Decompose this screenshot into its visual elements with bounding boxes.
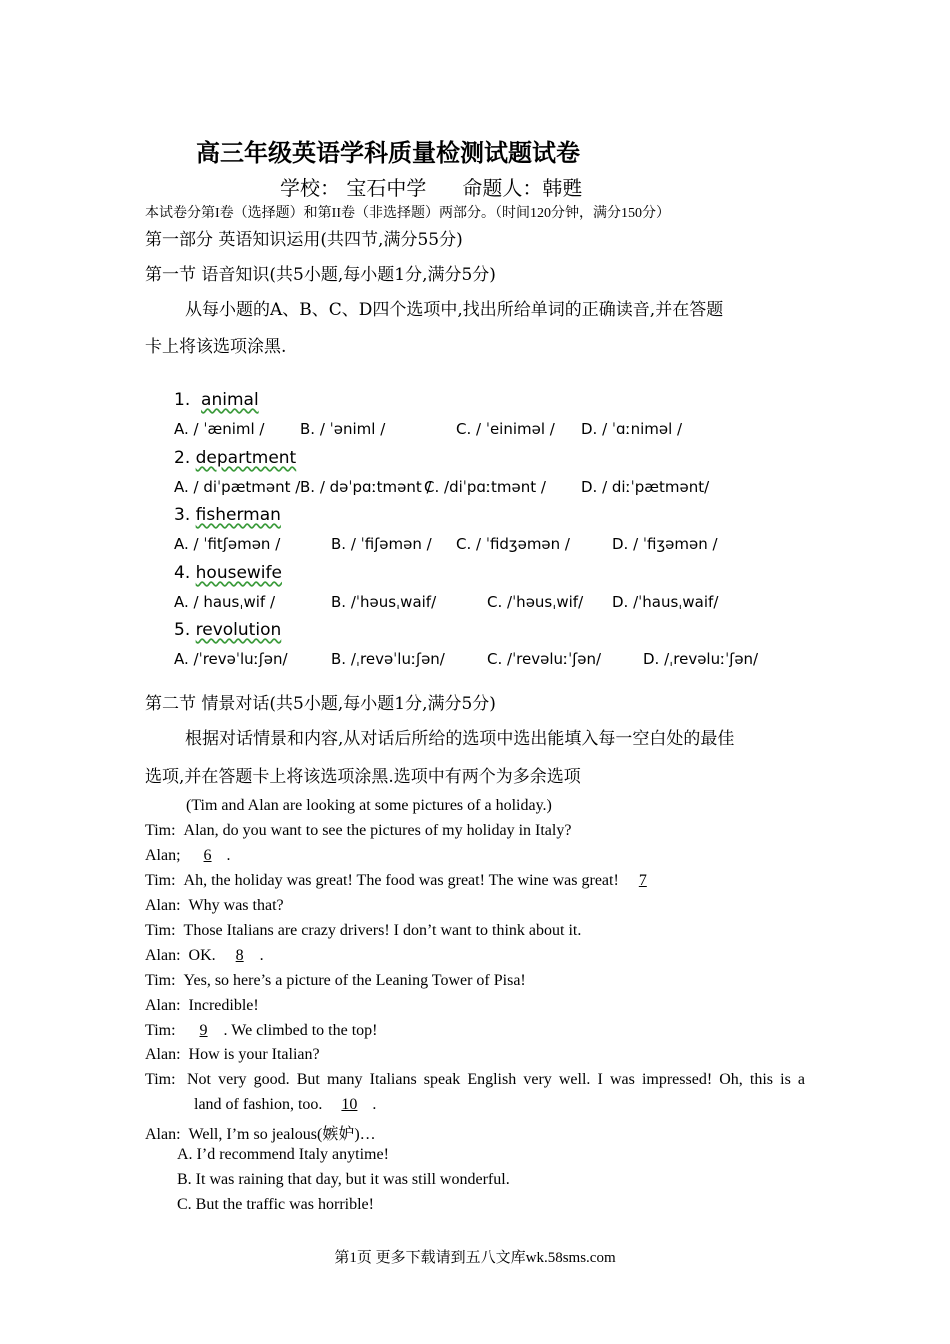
section2-instruction-line2: 选项,并在答题卡上将该选项涂黑.选项中有两个为多余选项	[145, 767, 581, 787]
dialogue-line	[145, 822, 571, 840]
question-word-row	[174, 448, 296, 468]
answer-blank[interactable]: 9	[199, 1022, 208, 1039]
speaker: Tim:	[145, 872, 176, 889]
dialogue-line	[145, 1022, 377, 1040]
dialogue-line	[145, 972, 526, 990]
option-d: D. /ˌrevəluːˈʃən/	[643, 650, 759, 668]
line-text: . We climbed to the top!	[223, 1022, 378, 1039]
dialogue-line	[145, 1046, 320, 1064]
option-b: B. /ˈhəusˌwaif/	[331, 593, 437, 611]
answer-blank[interactable]: 10	[341, 1096, 358, 1113]
speaker: Alan:	[145, 897, 181, 914]
line-text: How is your Italian?	[188, 1046, 320, 1063]
question-number: 1.	[174, 390, 191, 410]
option-b: B. / ˈəniml /	[300, 420, 386, 438]
dialogue-line-continued	[194, 1096, 376, 1114]
school-name: 学校： 宝石中学	[280, 176, 427, 200]
option-c: C. /ˈhəusˌwif/	[487, 593, 584, 611]
answer-blank[interactable]: 8	[235, 947, 244, 964]
section1-instruction-line2: 卡上将该选项涂黑.	[145, 337, 287, 357]
line-text: .	[259, 947, 264, 964]
line-text: land of fashion, too.	[194, 1096, 323, 1113]
answer-blank[interactable]: 6	[203, 847, 212, 864]
option-b: B. /ˌrevəˈluːʃən/	[331, 650, 445, 668]
question-word: revolution	[195, 620, 282, 640]
speaker: Alan:	[145, 947, 181, 964]
option-b: B. / ˈfiʃəmən /	[331, 535, 432, 553]
option-b: B. / dəˈpɑːtmənt /	[300, 478, 432, 496]
line-text: Those Italians are crazy drivers! I don’t want to think about it.	[183, 922, 582, 939]
line-text: Yes, so here’s a picture of the Leaning Tower of Pisa!	[183, 972, 526, 989]
option-a: A. / diˈpætmənt /	[174, 478, 301, 496]
dialogue-line	[145, 1121, 376, 1144]
dialogue-scene: (Tim and Alan are looking at some pictures of a holiday.)	[186, 797, 552, 814]
section1-heading: 第一节 语音知识(共5小题,每小题1分,满分5分)	[145, 265, 496, 285]
speaker: Alan:	[145, 1046, 181, 1063]
dialogue-line	[145, 922, 581, 940]
line-text: Why was that?	[188, 897, 284, 914]
option-c: C. /ˈrevəluːˈʃən/	[487, 650, 602, 668]
speaker: Alan;	[145, 847, 181, 864]
dialogue-line	[145, 947, 264, 965]
question-word: department	[195, 448, 297, 468]
speaker: Alan:	[145, 1126, 181, 1143]
dialogue-line	[145, 1071, 805, 1089]
dialogue-line	[145, 897, 284, 915]
exam-subtitle	[280, 172, 582, 201]
speaker: Tim:	[145, 1071, 176, 1088]
speaker: Tim:	[145, 822, 176, 839]
question-number: 3.	[174, 505, 191, 525]
answer-blank[interactable]: 7	[638, 872, 647, 889]
question-word-row	[174, 505, 281, 525]
dialogue-line	[145, 847, 231, 865]
line-text: Well, I’m so jealous(嫉妒)…	[188, 1126, 376, 1143]
question-word: housewife	[195, 563, 282, 583]
option-a: A. / ˈæniml /	[174, 420, 265, 438]
line-text: Incredible!	[188, 997, 259, 1014]
question-number: 2.	[174, 448, 191, 468]
question-number: 4.	[174, 563, 191, 583]
question-word-row	[174, 620, 281, 640]
option-d: D. / diːˈpætmənt/	[581, 478, 710, 496]
line-text: Not very good. But many Italians speak English very well. I was impressed! Oh, this is a	[187, 1071, 805, 1088]
option-a: A. / ˈfitʃəmən /	[174, 535, 281, 553]
speaker: Tim:	[145, 1022, 176, 1039]
choice-b: B. It was raining that day, but it was still wonderful.	[177, 1171, 510, 1188]
choice-a: A. I’d recommend Italy anytime!	[177, 1146, 389, 1163]
option-d: D. / ˈfiʒəmən /	[612, 535, 718, 553]
line-text: Alan, do you want to see the pictures of my holiday in Italy?	[183, 822, 572, 839]
choice-c: C. But the traffic was horrible!	[177, 1196, 374, 1213]
question-word: animal	[201, 390, 259, 410]
author-name: 命题人：韩甦	[462, 176, 583, 200]
question-word-row	[174, 563, 282, 583]
question-word-row	[174, 390, 259, 410]
dialogue-line	[145, 872, 663, 890]
speaker: Tim:	[145, 972, 176, 989]
option-c: C. /diˈpɑːtmənt /	[424, 478, 546, 496]
speaker: Tim:	[145, 922, 176, 939]
dialogue-line	[145, 997, 259, 1015]
section2-instruction-line1: 根据对话情景和内容,从对话后所给的选项中选出能填入每一空白处的最佳	[185, 729, 735, 749]
line-text: .	[226, 847, 231, 864]
option-d: D. /ˈhausˌwaif/	[612, 593, 719, 611]
line-text: Ah, the holiday was great! The food was great! The wine was great!	[183, 872, 619, 889]
line-text: OK.	[188, 947, 216, 964]
question-number: 5.	[174, 620, 191, 640]
section2-heading: 第二节 情景对话(共5小题,每小题1分,满分5分)	[145, 694, 496, 714]
page-footer: 第1页 更多下载请到五八文库wk.58sms.com	[334, 1250, 616, 1266]
option-c: C. / ˈfidʒəmən /	[456, 535, 570, 553]
exam-title: 高三年级英语学科质量检测试题试卷	[196, 139, 580, 167]
speaker: Alan:	[145, 997, 181, 1014]
option-d: D. / ˈɑːniməl /	[581, 420, 683, 438]
line-text: .	[372, 1096, 377, 1113]
section1-instruction-line1: 从每小题的A、B、C、D四个选项中,找出所给单词的正确读音,并在答题	[185, 300, 724, 320]
exam-note: 本试卷分第I卷（选择题）和第II卷（非选择题）两部分。（时间120分钟，满分150分）	[145, 206, 670, 221]
option-a: A. /ˈrevəˈluːʃən/	[174, 650, 288, 668]
part1-heading: 第一部分 英语知识运用(共四节,满分55分)	[145, 230, 463, 250]
option-a: A. / hausˌwif /	[174, 593, 276, 611]
option-c: C. / ˈeiniməl /	[456, 420, 555, 438]
question-word: fisherman	[195, 505, 281, 525]
